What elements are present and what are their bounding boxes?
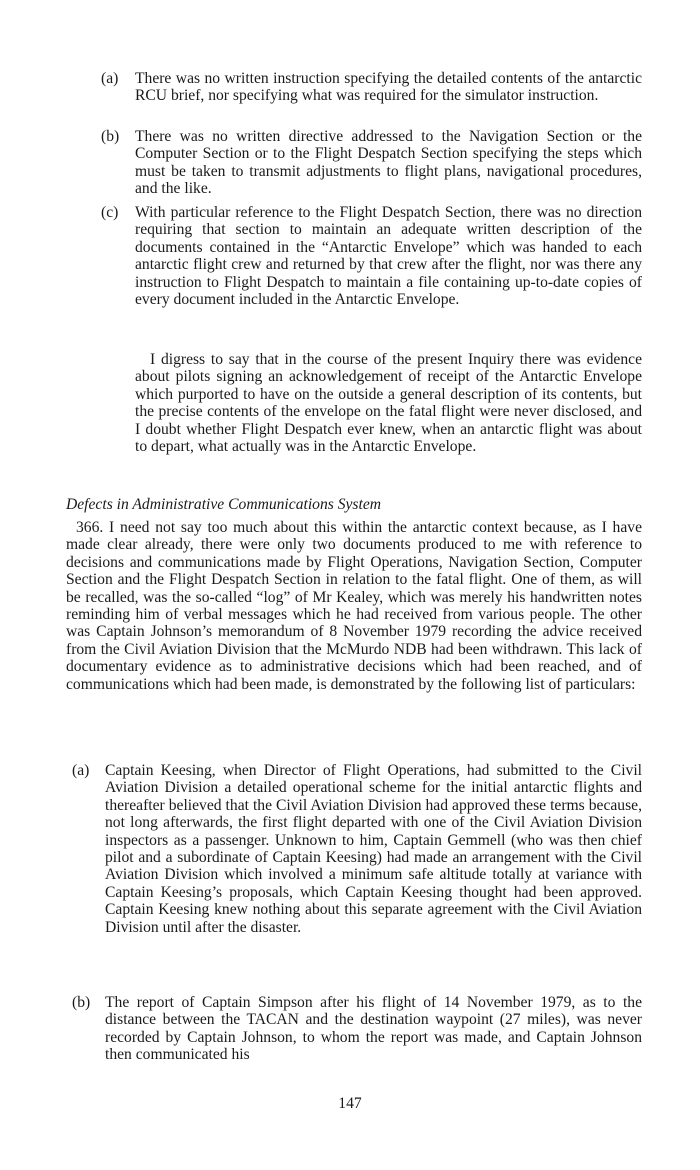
list-item-label: (b) [101,128,120,145]
paragraph-366: 366. I need not say too much about this within the antarctic context because, as I have made clear already, there were only two documents produced to me with reference to decisions and communications made by Flight Operations, Navigation Section, Computer Section and the Flight Despatch Section in relation to the fatal flight. One of them, as will be recalled, was the so-called “log” of Mr Kealey, which was merely his handwritten notes reminding him of verbal messages which he had received from various people. The other was Captain Johnson’s memorandum of 8 November 1979 recording the advice received from the Civil Aviation Division that the McMurdo NDB had been withdrawn. This lack of documentary evidence as to administrative decisions which had been reached, and of communications which had been made, is demonstrated by the following list of particulars: [66,519,642,693]
list-item-text: With particular reference to the Flight Despatch Section, there was no direction requiring that section to maintain an adequate written description of the documents contained in the “Antarctic Envelope” which was handed to each antarctic flight crew and returned by that crew after the flight, nor was there any instruction to Flight Despatch to maintain a file containing up-to-date copies of every document included in the Antarctic Envelope. [135,204,642,309]
page-number: 147 [338,1095,362,1112]
digression-paragraph: I digress to say that in the course of the present Inquiry there was evidence about pilots signing an acknowledgement of receipt of the Antarctic Envelope which purported to have on the outside a general description of its contents, but the precise contents of the envelope on the fatal flight were never disclosed, and I doubt whether Flight Despatch ever knew, when an antarctic flight was about to depart, what actually was in the Antarctic Envelope. [135,351,642,456]
list-item-label: (c) [101,204,119,221]
list-item [72,762,642,936]
list-item-text: There was no written directive addressed to the Navigation Section or the Computer Section or to the Flight Despatch Section specifying the steps which must be taken to transmit adjustments to flight plans, navigational procedures, and the like. [135,128,642,198]
list-item-label: (b) [72,994,91,1011]
list-item-label: (a) [72,762,90,779]
section-heading: Defects in Administrative Communications System [66,496,382,513]
list-item-text: Captain Keesing, when Director of Flight Operations, had submitted to the Civil Aviation Division a detailed operational scheme for the initial antarctic flights and thereafter believed that the Civil Aviation Division had approved these terms because, not long afterwards, the first flight departed with one of the Civil Aviation Division inspectors as a passenger. Unknown to him, Captain Gemmell (who was then chief pilot and a subordinate of Captain Keesing) had made an arrangement with the Civil Aviation Division which involved a minimum safe altitude totally at variance with Captain Keesing’s proposals, which Captain Keesing thought had been approved. Captain Keesing knew nothing about this separate agreement with the Civil Aviation Division until after the disaster. [105,762,642,936]
list-item [101,204,642,308]
list-item [101,128,642,198]
list-item-text: The report of Captain Simpson after his flight of 14 November 1979, as to the distance between the TACAN and the destination waypoint (27 miles), was never recorded by Captain Johnson, to whom the report was made, and Captain Johnson then communicated his [105,994,642,1064]
list-item-label: (a) [101,70,119,87]
list-item [101,70,642,105]
list-item-text: There was no written instruction specifying the detailed contents of the antarctic RCU brief, nor specifying what was required for the simulator instruction. [135,70,642,105]
list-item [72,994,642,1064]
